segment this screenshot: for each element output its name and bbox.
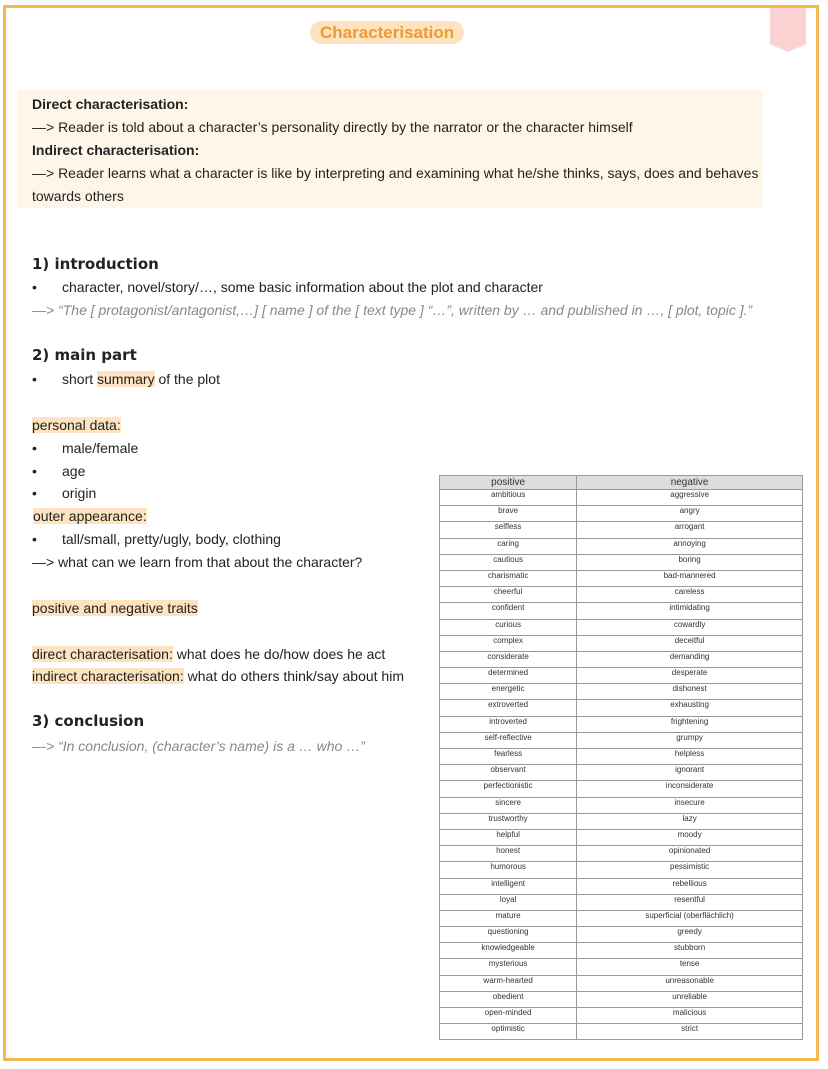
- table-row: [440, 684, 803, 700]
- table-row: [440, 846, 803, 862]
- positive-trait: charismatic: [440, 570, 577, 586]
- text: male/female: [62, 440, 139, 456]
- positive-trait: warm-hearted: [440, 975, 577, 991]
- positive-trait: caring: [440, 538, 577, 554]
- negative-trait: strict: [577, 1024, 803, 1040]
- positive-trait: cheerful: [440, 587, 577, 603]
- main-heading: 2) main part: [32, 346, 137, 364]
- positive-trait: fearless: [440, 749, 577, 765]
- bullet-icon: •: [32, 463, 37, 479]
- traits-table: [439, 475, 803, 1040]
- main-bullet: [32, 371, 220, 387]
- positive-trait: mature: [440, 910, 577, 926]
- indirect-text-cont: towards others: [32, 188, 124, 204]
- table-row: [440, 619, 803, 635]
- negative-trait: angry: [577, 506, 803, 522]
- table-row: [440, 991, 803, 1007]
- positive-trait: curious: [440, 619, 577, 635]
- text: age: [62, 463, 86, 479]
- personal-item: [32, 463, 85, 479]
- positive-trait: confident: [440, 603, 577, 619]
- table-row: [440, 927, 803, 943]
- positive-trait: energetic: [440, 684, 577, 700]
- positive-trait: open-minded: [440, 1008, 577, 1024]
- text: origin: [62, 485, 97, 501]
- bookmark-icon[interactable]: [770, 8, 806, 52]
- bullet-icon: •: [32, 485, 37, 501]
- traits-label: positive and negative traits: [32, 600, 198, 616]
- personal-item: [32, 485, 96, 501]
- positive-trait: ambitious: [440, 490, 577, 506]
- text: what does he do/how does he act: [172, 646, 386, 662]
- header-negative: negative: [577, 476, 803, 490]
- intro-heading: 1) introduction: [32, 255, 159, 273]
- table-row: [440, 490, 803, 506]
- table-row: [440, 538, 803, 554]
- table-row: [440, 651, 803, 667]
- table-row: [440, 587, 803, 603]
- bullet-icon: •: [32, 531, 37, 547]
- negative-trait: exhausting: [577, 700, 803, 716]
- outer-question: —> what can we learn from that about the character?: [32, 554, 363, 570]
- negative-trait: deceitful: [577, 635, 803, 651]
- negative-trait: greedy: [577, 927, 803, 943]
- direct-label: direct characterisation:: [32, 646, 173, 662]
- positive-trait: loyal: [440, 894, 577, 910]
- positive-trait: helpful: [440, 829, 577, 845]
- outer-appearance-label: outer appearance:: [33, 508, 147, 524]
- direct-line: [32, 646, 385, 662]
- text: what do others think/say about him: [183, 668, 404, 684]
- table-row: [440, 506, 803, 522]
- positive-trait: complex: [440, 635, 577, 651]
- positive-trait: intelligent: [440, 878, 577, 894]
- table-row: [440, 749, 803, 765]
- positive-trait: perfectionistic: [440, 781, 577, 797]
- negative-trait: malicious: [577, 1008, 803, 1024]
- negative-trait: bad-mannered: [577, 570, 803, 586]
- table-row: [440, 554, 803, 570]
- intro-example: —> “The [ protagonist/antagonist,…] [ name ] of the [ text type ] “…”, written by … and published in …, [ plot, topic ].”: [32, 302, 753, 318]
- direct-heading: Direct characterisation:: [32, 96, 189, 112]
- negative-trait: intimidating: [577, 603, 803, 619]
- table-row: [440, 959, 803, 975]
- bullet-icon: •: [32, 371, 37, 387]
- negative-trait: pessimistic: [577, 862, 803, 878]
- table-row: [440, 1024, 803, 1040]
- positive-trait: humorous: [440, 862, 577, 878]
- table-row: [440, 700, 803, 716]
- negative-trait: arrogant: [577, 522, 803, 538]
- table-row: [440, 1008, 803, 1024]
- positive-trait: selfless: [440, 522, 577, 538]
- positive-trait: trustworthy: [440, 813, 577, 829]
- negative-trait: desperate: [577, 668, 803, 684]
- table-row: [440, 975, 803, 991]
- table-row: [440, 732, 803, 748]
- highlight-summary: summary: [97, 371, 155, 387]
- negative-trait: helpless: [577, 749, 803, 765]
- indirect-text: —> Reader learns what a character is like by interpreting and examining what he/she thinks, says, does and behaves: [32, 165, 759, 181]
- positive-trait: brave: [440, 506, 577, 522]
- positive-trait: questioning: [440, 927, 577, 943]
- table-row: [440, 716, 803, 732]
- positive-trait: extroverted: [440, 700, 577, 716]
- indirect-heading: Indirect characterisation:: [32, 142, 200, 158]
- negative-trait: opinionated: [577, 846, 803, 862]
- header-positive: positive: [440, 476, 577, 490]
- positive-trait: self-reflective: [440, 732, 577, 748]
- conclusion-heading: 3) conclusion: [32, 712, 145, 730]
- negative-trait: cowardly: [577, 619, 803, 635]
- table-row: [440, 603, 803, 619]
- negative-trait: ignorant: [577, 765, 803, 781]
- negative-trait: rebellious: [577, 878, 803, 894]
- table-row: [440, 829, 803, 845]
- positive-trait: mysterious: [440, 959, 577, 975]
- personal-data-label: personal data:: [32, 417, 121, 433]
- negative-trait: careless: [577, 587, 803, 603]
- table-row: [440, 862, 803, 878]
- negative-trait: lazy: [577, 813, 803, 829]
- outer-item: [32, 531, 281, 547]
- text: of the plot: [154, 371, 220, 387]
- definitions-box: [18, 90, 763, 208]
- positive-trait: observant: [440, 765, 577, 781]
- negative-trait: boring: [577, 554, 803, 570]
- text: short: [62, 371, 98, 387]
- positive-trait: considerate: [440, 651, 577, 667]
- positive-trait: determined: [440, 668, 577, 684]
- table-row: [440, 878, 803, 894]
- bullet-icon: •: [32, 279, 37, 295]
- bullet-icon: •: [32, 440, 37, 456]
- table-row: [440, 781, 803, 797]
- negative-trait: insecure: [577, 797, 803, 813]
- conclusion-example: —> “In conclusion, (character’s name) is a … who …”: [32, 738, 365, 754]
- negative-trait: tense: [577, 959, 803, 975]
- table-row: [440, 570, 803, 586]
- negative-trait: annoying: [577, 538, 803, 554]
- intro-bullet-text: character, novel/story/…, some basic information about the plot and character: [62, 279, 543, 295]
- negative-trait: superficial (oberflächlich): [577, 910, 803, 926]
- positive-trait: knowledgeable: [440, 943, 577, 959]
- direct-text: —> Reader is told about a character’s personality directly by the narrator or the character himself: [32, 119, 633, 135]
- indirect-line: [32, 668, 404, 684]
- table-row: [440, 894, 803, 910]
- negative-trait: frightening: [577, 716, 803, 732]
- table-row: [440, 813, 803, 829]
- positive-trait: honest: [440, 846, 577, 862]
- negative-trait: grumpy: [577, 732, 803, 748]
- table-row: [440, 910, 803, 926]
- negative-trait: stubborn: [577, 943, 803, 959]
- positive-trait: cautious: [440, 554, 577, 570]
- table-row: [440, 635, 803, 651]
- personal-item: [32, 440, 138, 456]
- table-row: [440, 943, 803, 959]
- negative-trait: unreliable: [577, 991, 803, 1007]
- positive-trait: optimistic: [440, 1024, 577, 1040]
- table-row: [440, 765, 803, 781]
- negative-trait: resentful: [577, 894, 803, 910]
- indirect-label: indirect characterisation:: [32, 668, 184, 684]
- negative-trait: moody: [577, 829, 803, 845]
- negative-trait: demanding: [577, 651, 803, 667]
- table-row: [440, 797, 803, 813]
- negative-trait: dishonest: [577, 684, 803, 700]
- negative-trait: unreasonable: [577, 975, 803, 991]
- table-row: [440, 522, 803, 538]
- positive-trait: obedient: [440, 991, 577, 1007]
- text: tall/small, pretty/ugly, body, clothing: [62, 531, 281, 547]
- negative-trait: aggressive: [577, 490, 803, 506]
- positive-trait: introverted: [440, 716, 577, 732]
- intro-bullet: [32, 279, 543, 295]
- negative-trait: inconsiderate: [577, 781, 803, 797]
- page-title: Characterisation: [310, 21, 464, 44]
- table-row: [440, 668, 803, 684]
- positive-trait: sincere: [440, 797, 577, 813]
